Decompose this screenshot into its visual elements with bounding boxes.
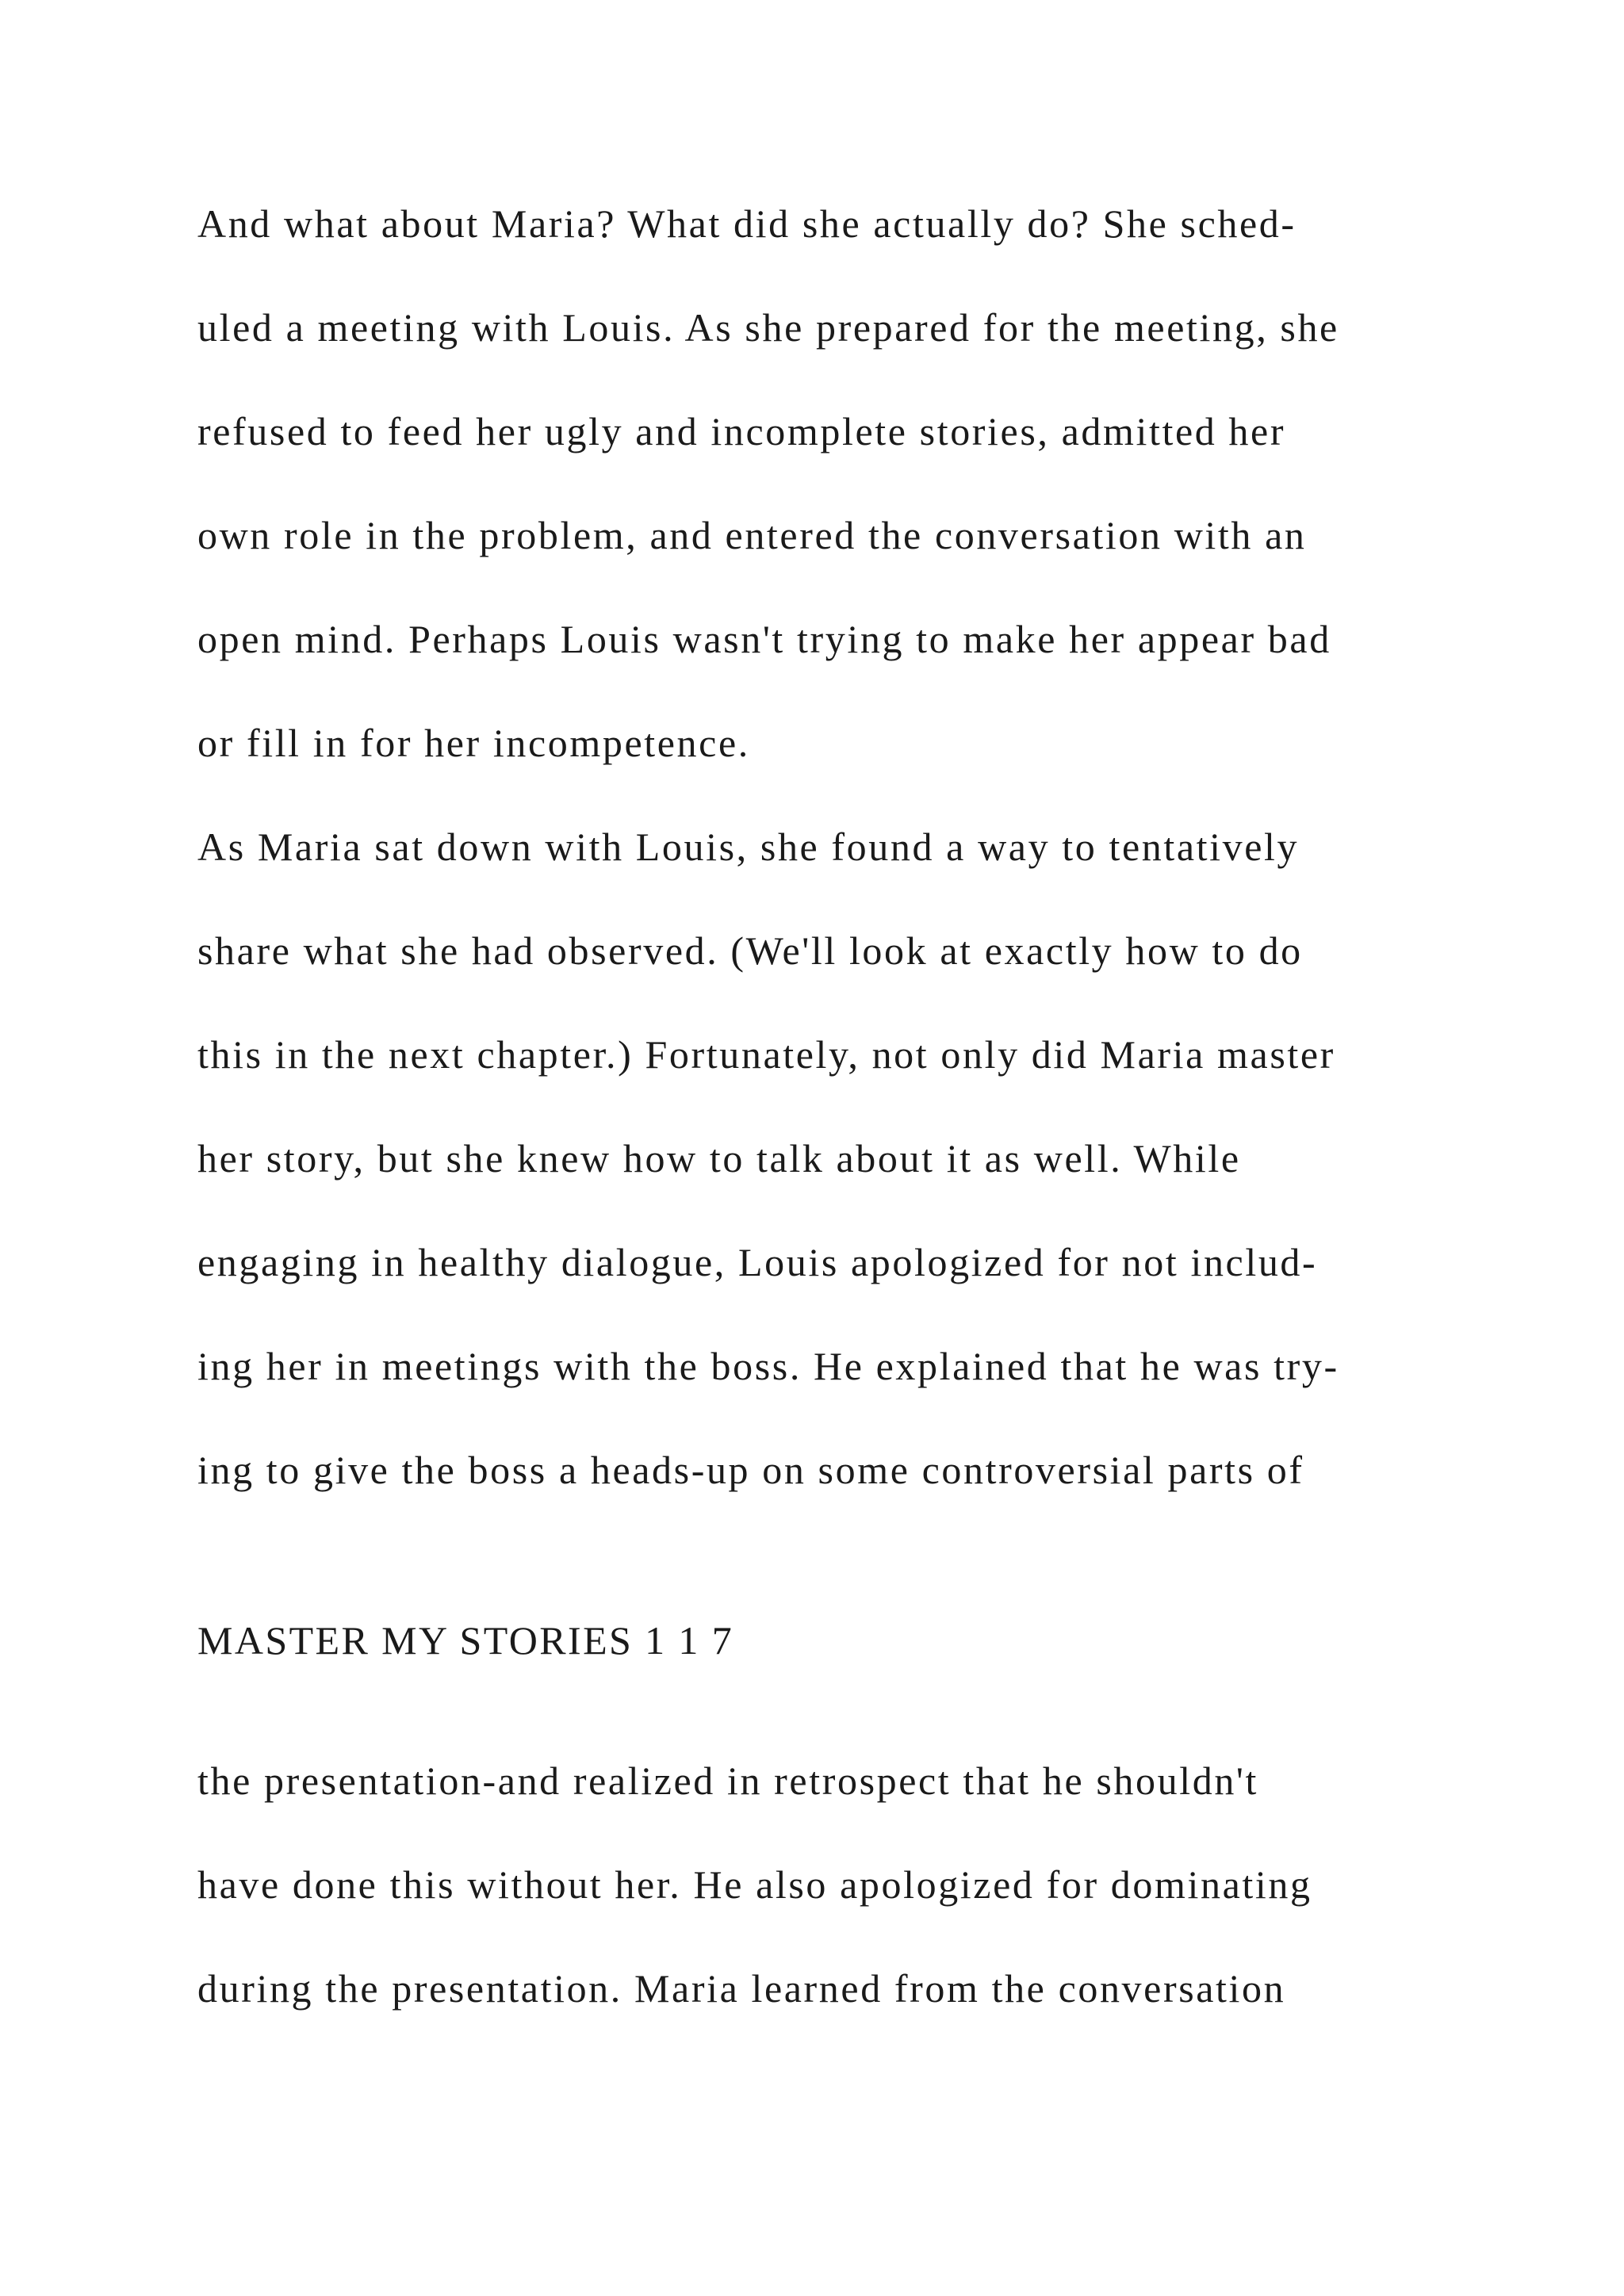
text-line: As Maria sat down with Louis, she found a way to tentatively [197,825,1300,869]
text-line: her story, but she knew how to talk about it as well. While [197,1136,1241,1181]
text-line: own role in the problem, and entered the conversation with an [197,513,1307,557]
text-line: uled a meeting with Louis. As she prepared for the meeting, she [197,305,1339,350]
text-line: the presentation-and realized in retrospect that he shouldn't [197,1758,1259,1803]
text-line: share what she had observed. (We'll look at exactly how to do [197,928,1303,973]
running-header: MASTER MY STORIES 1 1 7 [197,1618,734,1663]
text-line: ing her in meetings with the boss. He explained that he was try- [197,1344,1339,1388]
text-line: during the presentation. Maria learned from the conversation [197,1966,1286,2011]
text-line: refused to feed her ugly and incomplete stories, admitted her [197,409,1286,453]
text-line: have done this without her. He also apologized for dominating [197,1862,1312,1907]
text-line: ing to give the boss a heads-up on some controversial parts of [197,1448,1304,1492]
text-line: open mind. Perhaps Louis wasn't trying to make her appear bad [197,617,1331,661]
text-line: And what about Maria? What did she actually do? She sched- [197,201,1297,246]
text-line: this in the next chapter.) Fortunately, not only did Maria master [197,1032,1335,1077]
text-line: or fill in for her incompetence. [197,721,750,765]
text-line: engaging in healthy dialogue, Louis apologized for not includ- [197,1240,1318,1284]
